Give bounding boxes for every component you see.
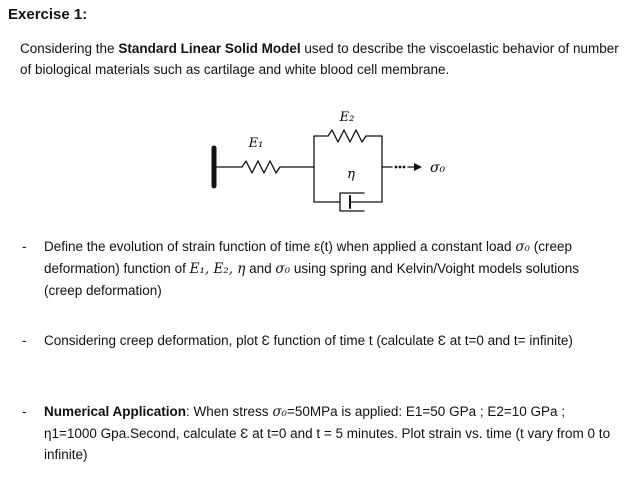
bullet-3: - Numerical Application: When stress σ₀=50MPa is applied: E1=50 GPa ; E2=10 GPa ; η1=1000 Gpa.Second, calculate Ɛ at t=0 and t = 5 minutes. Plot strain vs. time (t vary from 0 to infinite) <box>44 401 614 465</box>
standard-linear-solid-diagram <box>200 110 450 215</box>
label-e1: E₁ <box>248 136 264 151</box>
variables-list: E₁, E₂, η <box>189 261 246 277</box>
sigma0-symbol: σ₀ <box>515 239 530 255</box>
sigma0-symbol: σ₀ <box>272 404 287 420</box>
intro-paragraph <box>20 38 620 80</box>
model-name: Standard Linear Solid Model <box>118 41 301 56</box>
bullet-2: - Considering creep deformation, plot Ɛ function of time t (calculate Ɛ at t=0 and t= infinite) <box>44 330 614 351</box>
label-eta: η <box>347 167 355 182</box>
exercise-title: Exercise 1: <box>8 6 88 23</box>
bullet-dash: - <box>22 239 27 254</box>
bullet-dash: - <box>22 404 27 419</box>
spring-e2 <box>328 130 366 142</box>
sigma0-symbol: σ₀ <box>275 261 291 277</box>
spring-e1 <box>242 161 280 173</box>
bullet-dash: - <box>22 333 27 348</box>
numerical-application-label: Numerical Application <box>44 404 187 419</box>
intro-after: used to describe the viscoelastic behavior of number of biological materials such as cartilage and white blood cell membrane. <box>20 41 619 77</box>
epsilon-of-t: ε(t) <box>314 239 333 254</box>
bullet-1: - Define the evolution of strain function of time ε(t) when applied a constant load σ₀ (creep deformation) function of E₁, E₂, η and σ₀ using spring and Kelvin/Voight models solutions (creep deformation) <box>44 236 614 301</box>
intro-before: Considering the <box>20 41 119 56</box>
label-sigma0: σ₀ <box>430 160 446 176</box>
label-e2: E₂ <box>339 110 355 125</box>
